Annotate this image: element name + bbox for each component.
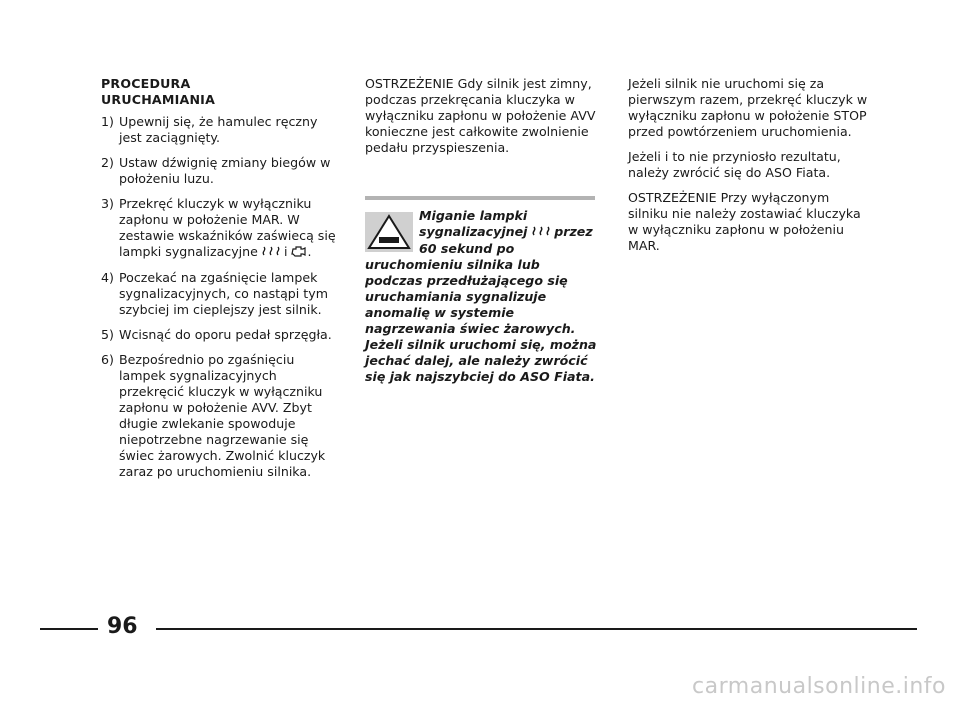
step-text-end: . <box>307 244 312 259</box>
column-procedure <box>101 76 341 489</box>
warning-text-cont: przez 60 sekund po uruchomieniu silnika lub podczas przedłużającego się uruchamiania sygnalizuje anomalię w systemie nagrzewania świec żarowych. Jeżeli silnik uruchomi się, można jechać dalej, ale należy zwrócić się jak najszybciej do ASO Fiata. <box>365 224 597 384</box>
warning-divider <box>365 196 595 200</box>
note-paragraph: Jeżeli silnik nie uruchomi się za pierwszym razem, przekręć kluczyk w wyłączniku zapłonu w położenie STOP przed powtórzeniem uruchomienia. <box>628 76 868 139</box>
footer-rule-left <box>40 628 98 630</box>
glow-plug-icon <box>532 225 550 241</box>
note-paragraph: Jeżeli i to nie przyniosło rezultatu, należy zwrócić się do ASO Fiata. <box>628 149 841 180</box>
step-number: 2) <box>101 155 114 170</box>
caution-paragraph: OSTRZEŻENIE Gdy silnik jest zimny, podczas przekręcania kluczyka w wyłączniku zapłonu w położenie AVV konieczne jest całkowite zwolnienie pedału przyspieszenia. <box>365 76 596 155</box>
note-paragraph: OSTRZEŻENIE Przy wyłączonym silniku nie należy zostawiać kluczyka w wyłączniku zapłonu w położeniu MAR. <box>628 190 861 253</box>
list-item <box>101 114 341 146</box>
watermark: carmanualsonline.info <box>692 674 946 699</box>
page-number: 96 <box>107 614 138 639</box>
step-number: 1) <box>101 114 114 129</box>
engine-fault-icon <box>291 245 307 261</box>
step-text: Upewnij się, że hamulec ręczny jest zaciągnięty. <box>119 114 318 145</box>
list-item <box>101 270 341 318</box>
heading-line-1: PROCEDURA <box>101 76 191 91</box>
step-text: Przekręć kluczyk w wyłączniku zapłonu w położenie MAR. W zestawie wskaźników zaświecą się lampki sygnalizacyjne <box>119 196 336 259</box>
list-item <box>101 155 341 187</box>
list-item <box>101 196 341 261</box>
step-text: Wcisnąć do oporu pedał sprzęgła. <box>119 326 332 342</box>
step-text: Ustaw dźwignię zmiany biegów w położeniu luzu. <box>119 155 331 186</box>
glow-plug-icon <box>262 245 280 261</box>
step-number: 3) <box>101 196 114 211</box>
heading-line-2: URUCHAMIANIA <box>101 92 216 107</box>
warning-box <box>365 208 600 385</box>
list-item <box>101 352 341 480</box>
column-warning <box>365 76 600 385</box>
step-number: 5) <box>101 326 114 342</box>
section-heading <box>101 76 341 108</box>
warning-triangle-icon <box>365 212 413 252</box>
step-number: 4) <box>101 269 114 285</box>
step-text: Bezpośrednio po zgaśnięciu lampek sygnalizacyjnych przekręcić kluczyk w wyłączniku zapłonu w położenie AVV. Zbyt długie zwlekanie spowoduje niepotrzebne nagrzewanie się świec żarowych. Zwolnić kluczyk zaraz po uruchomieniu silnika. <box>119 351 326 479</box>
column-notes <box>628 76 868 263</box>
step-text-connector: i <box>283 244 288 259</box>
step-text: Poczekać na zgaśnięcie lampek sygnalizacyjnych, co nastąpi tym szybciej im cieplejszy jest silnik. <box>119 269 328 317</box>
step-number: 6) <box>101 351 114 367</box>
warning-text: Miganie lampki sygnalizacyjnej <box>419 208 528 239</box>
list-item <box>101 327 341 343</box>
footer-rule-right <box>156 628 917 630</box>
steps-list <box>101 114 341 480</box>
